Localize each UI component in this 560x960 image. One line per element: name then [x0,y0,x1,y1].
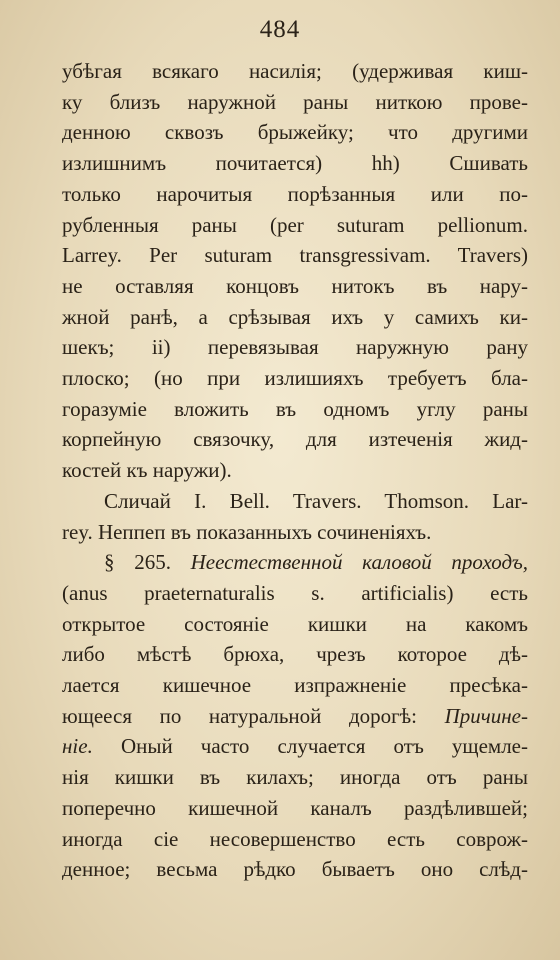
text-line: плоско; (но при излишияхъ требуетъ бла- [62,366,528,391]
text-line: открытое состояніе кишки на какомъ [62,611,528,636]
text-line: Сличай I. Bell. Travers. Thomson. Lar- [104,488,528,513]
text-line: лается кишечное изпражненіе пресѣка- [62,673,528,698]
text-line: убѣгая всякаго насилія; (удерживая киш- [62,59,528,83]
text-line-with-italic [62,701,528,732]
body-text [62,56,528,885]
text-line: ку близъ наружной раны ниткою прове- [62,89,528,114]
section-title: Неестественной каловой проходъ, [190,550,528,575]
text-line: rey. Неппеп въ показанныхъ сочиненіяхъ. [62,519,432,544]
text-line: только нарочитыя порѣзанныя или по- [62,181,528,206]
text-line: горазуміе вложить въ одномъ углу раны [62,396,528,421]
section-number: § 265. [104,550,191,575]
text-line: (anus praeternaturalis s. artificialis) есть [62,580,528,605]
text-line: либо мѣстѣ брюха, чрезъ которое дѣ- [62,642,528,667]
page-number: 484 [259,16,301,43]
text-line: иногда сіе несовершенство есть соврож- [62,826,528,851]
text-line: нія кишки въ килахъ; иногда отъ раны [62,765,528,790]
text-line: не оставляя концовъ нитокъ въ нару- [62,273,528,298]
text-line: костей къ наружи). [62,458,232,483]
text-line: жной ранѣ, а срѣзывая ихъ у самихъ ки- [62,304,528,329]
text-line: поперечно кишечной каналъ раздѣлившей; [62,795,528,820]
text-line: денною сквозъ брыжейку; что другими [62,120,528,145]
text-line: излишнимъ почитается) hh) Сшивать [62,151,528,176]
text-line: денное; весьма рѣдко бываетъ оно слѣд- [62,857,528,882]
text-line: корпейную связочку, для изтеченія жид- [62,427,528,452]
text-segment: Оный часто случается отъ ущемле- [92,734,528,759]
italic-term: Причине- [444,703,528,728]
text-line: Larrey. Per suturam transgressivam. Travers) [62,243,528,268]
text-line: шекъ; ii) перевязывая наружную рану [62,335,528,360]
text-segment: ющееся по натуральной дорогѣ: [62,703,445,728]
italic-term: ніе. [62,734,93,759]
section-heading-line [62,547,528,578]
text-line: рубленныя раны (per suturam pellionum. [62,212,528,237]
text-line-with-italic [62,731,528,762]
